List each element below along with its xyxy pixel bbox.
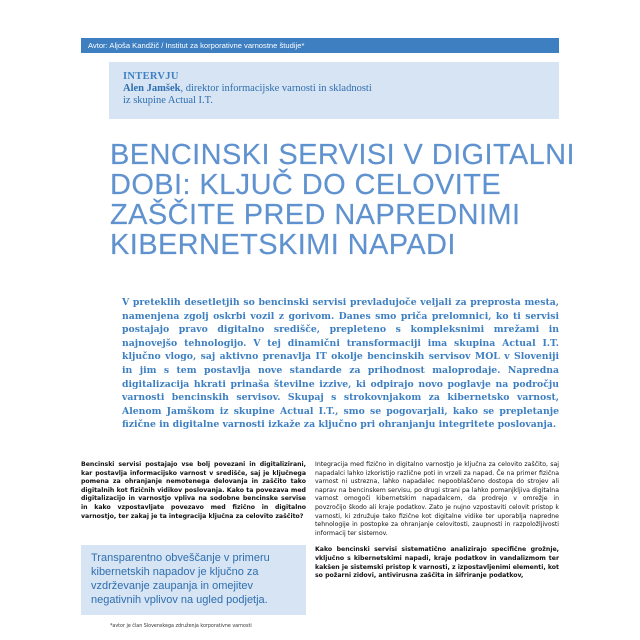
interviewee-name: Alen Jamšek [123,83,181,94]
right-question-2: Kako bencinski servisi sistematično analizirajo specifične grožnje, vključno s kibernetskimi napadi, kraje podatkov in vandalizmom ter kakšen je sistemski pristop k varnosti, z izpostavljenimi elementi, kot so požarni zidovi, antivirusna zaščita in šifriranje podatkov, [315,546,560,580]
interviewee-company: iz skupine Actual I.T. [123,95,213,106]
left-intro-question: Bencinski servisi postajajo vse bolj povezani in digitalizirani, kar postavlja informacijsko varnost v središče, saj je ključnega pomena za ohranjanje nemotenega delovanja in zaščito tako digitalnih kot fizičnih vidikov poslovanja. Kako ta povezava med digitalizacijo in varnostjo vpliva na sodobne bencinske servise in kako vzpostavljate povezavo med fizično in digitalno varnostjo, ter zakaj je ta integracija ključna za celovito zaščito? [81,461,306,520]
headline-line-2: DOBI: KLJUČ DO CELOVITE [110,169,502,201]
interview-kicker: INTERVJU [123,71,179,82]
left-column [81,461,306,521]
right-paragraph-1: Integracija med fizično in digitalno varnostjo je ključna za celovito zaščito, saj napadalci lahko izkoristijo različne poti in vrzeli za napad. Če na primer fizična varnost ni ustrezna, lahko napadalec nepooblaščeno dostopa do strojev ali naprav na bencinskem servisu, po drugi strani pa lahko pomanjkljiva digitalna varnost omogoči kibernetskim napadalcem, da prodrejo v omrežje in povzročijo škodo ali kraje podatkov. Zato je nujno vzpostaviti celovit pristop k varnosti, ki združuje tako fizične kot digitalne vidike ter uporablja napredne tehnologije in postopke za ohranjanje celovitosti, zaupnosti in razpoložljivosti informacij ter sistemov. [315,461,559,537]
article-headline [110,139,575,261]
lead-paragraph: V preteklih desetletjih so bencinski servisi prevladujoče veljali za preprosta mesta, namenjena zgolj oskrbi vozil z gorivom. Danes smo priča prelomnici, ko ti servisi postajajo pravo digitalno središče, prepleteno s kompleksnimi mrežami in najnovejšo tehnologijo. V tej dinamični transformaciji ima skupina Actual I.T. ključno vlogo, saj aktivno prenavlja IT okolje bencinskih servisov MOL v Sloveniji in jim s tem postavlja nove standarde za prihodnost maloprodaje. Napredna digitalizacija hkrati prinaša številne izzive, ki odpirajo novo poglavje na področju varnosti bencinskih servisov. Skupaj s strokovnjakom za kibernetsko varnost, Alenom Jamškom iz skupine Actual I.T., smo se pogovarjali, kako se prepletanje fizične in digitalne varnosti izkaže za ključno pri ohranjanju integritete poslovanja. [122,297,559,431]
pull-quote: Transparentno obveščanje v primeru kibernetskih napadov je ključno za vzdrževanje zaupanja in omejitev negativnih vplivov na ugled podjetja. [81,545,306,615]
author-bar: Avtor: Aljoša Kandžič / Institut za korporativne varnostne študije* [81,38,559,53]
right-column [315,461,559,589]
headline-line-4: KIBERNETSKIMI NAPADI [110,229,456,261]
headline-line-3: ZAŠČITE PRED NAPREDNIMI [110,199,521,231]
headline-line-1: BENCINSKI SERVISI V DIGITALNI [110,139,575,171]
interviewee-line [123,83,559,95]
interviewee-role: , direktor informacijske varnosti in skladnosti [180,83,372,94]
author-footnote: *avtor je član Slovenskega združenja korporativne varnosti [110,624,252,629]
interview-box [109,62,559,119]
